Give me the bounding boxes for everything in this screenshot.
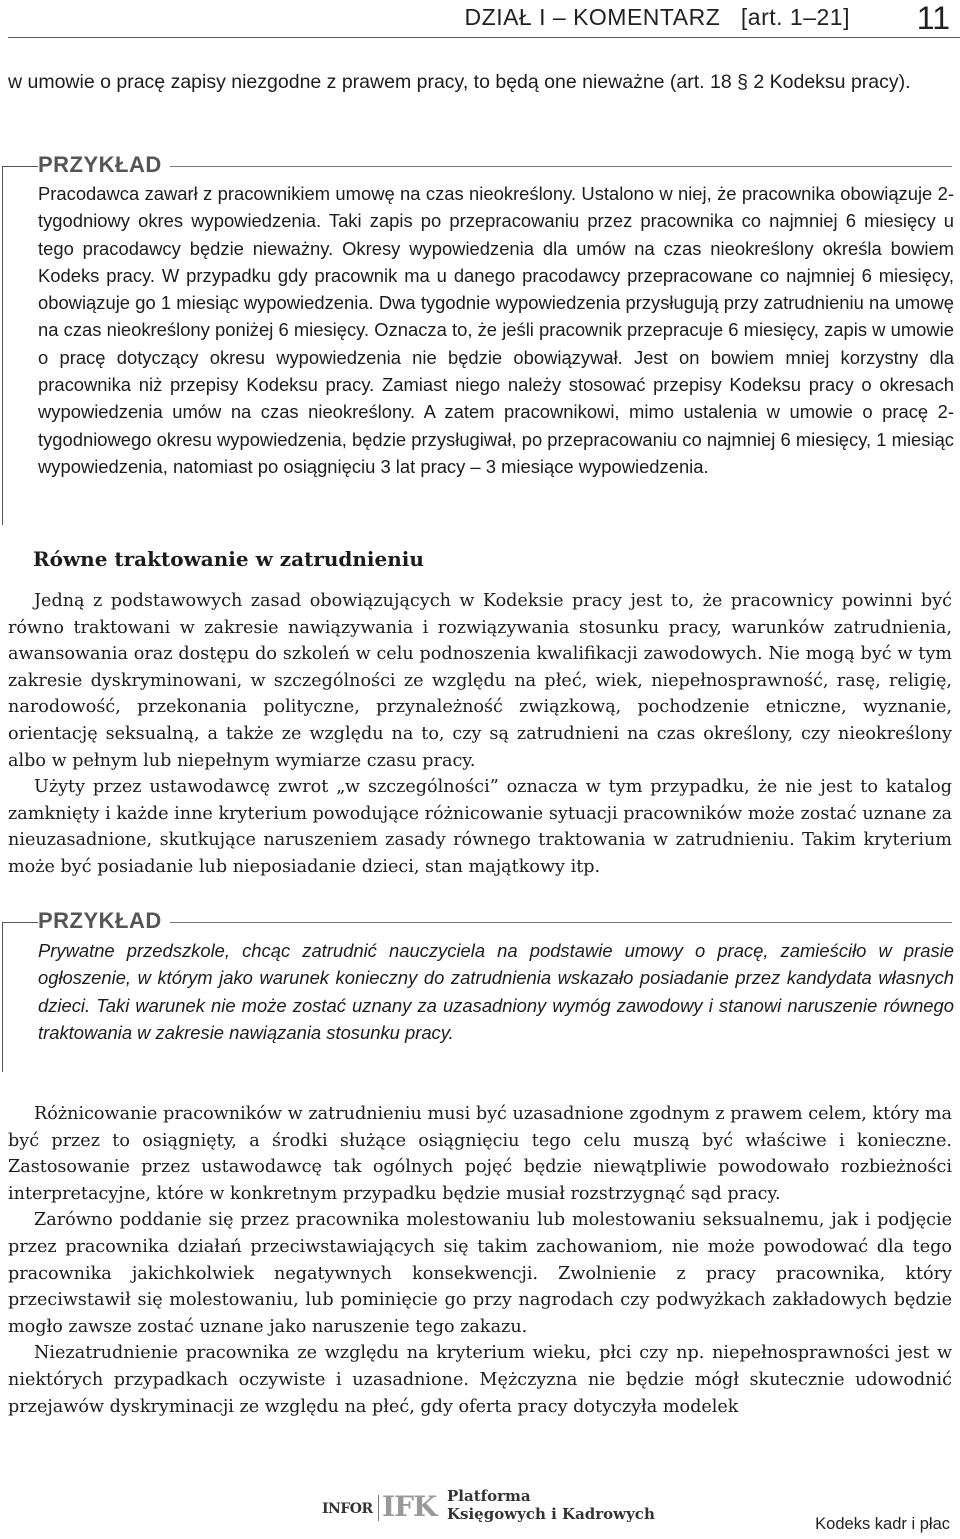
- example-frame-horizontal: [2, 922, 38, 923]
- example-label: PRZYKŁAD: [38, 908, 166, 934]
- logo-ifk: IFK: [382, 1490, 437, 1523]
- example-text: [38, 180, 954, 480]
- running-head: [465, 4, 850, 31]
- example-box-2: [0, 906, 960, 1071]
- body-paragraph: Różnicowanie pracowników w zatrudnieniu musi być uzasadnione zgodnym z prawem celem, który ma być przez to osiągnięty, a środki służące osiągnięciu tego celu muszą być właściwe i konieczne. Zastosowanie przez ustawodawcę tak ogólnych pojęć będzie niewątpliwie powodowało rozbieżności interpretacyjne, które w konkretnym przypadku będzie musiał rozstrzygnąć sąd pracy.: [8, 1104, 952, 1204]
- example-paragraph: Prywatne przedszkole, chcąc zatrudnić nauczyciela na podstawie umowy o pracę, zamieściło w prasie ogłoszenie, w którym jako warunek konieczny do zatrudnienia wskazało posiadanie przez kandydata własnych dzieci. Taki warunek nie może zostać uznany za uzasadniony wymóg zawodowy i stanowi naruszenie równego traktowania w zakresie nawiązania stosunku pracy.: [38, 940, 954, 1043]
- section-body: [8, 588, 952, 881]
- example-label: PRZYKŁAD: [38, 152, 166, 178]
- example-text: [38, 937, 954, 1046]
- page-header: [0, 0, 960, 40]
- running-head-section: DZIAŁ I – KOMENTARZ: [464, 4, 721, 30]
- page-number: 11: [916, 0, 950, 36]
- section-title: Równe traktowanie w zatrudnieniu: [33, 547, 424, 571]
- body-paragraph: Niezatrudnienie pracownika ze względu na kryterium wieku, płci czy np. niepełnosprawności jest w niektórych przypadkach oczywiste i uzasadnione. Mężczyzna nie będzie mógł skutecznie udowodnić przejawów dyskryminacji ze względu na płeć, gdy oferta pracy dotyczyła modelek: [8, 1343, 952, 1417]
- logo-subtitle: Księgowych i Kadrowych: [447, 1505, 655, 1523]
- example-box-1: [0, 150, 960, 525]
- example-label-rule: [170, 166, 952, 167]
- example-frame-vertical: [2, 166, 3, 525]
- running-head-articles: [art. 1–21]: [740, 4, 850, 30]
- closing-body: [8, 1101, 952, 1420]
- publication-name: Kodeks kadr i płac: [815, 1515, 950, 1533]
- publisher-logo: [322, 1487, 655, 1527]
- example-frame-horizontal: [2, 166, 38, 167]
- example-paragraph: Pracodawca zawarł z pracownikiem umowę na czas nieokreślony. Ustalono w niej, że pracownika obowiązuje 2-tygodniowy okres wypowiedzenia. Taki zapis po przepracowaniu przez pracownika co najmniej 6 miesięcy u tego pracodawcy będzie nieważny. Okresy wypowiedzenia dla umów na czas nieokreślony określa bowiem Kodeks pracy. W przypadku gdy pracownik ma u danego pracodawcy przepracowane co najmniej 6 miesięcy, obowiązuje go 1 miesiąc wypowiedzenia. Dwa tygodnie wypowiedzenia przysługują przy zatrudnieniu na umowę na czas nieokreślony poniżej 6 miesięcy. Oznacza to, że jeśli pracownik przepracuje 6 miesięcy, zapis w umowie o pracę dotyczący okresu wypowiedzenia nie będzie obowiązywał. Jest on bowiem mniej korzystny dla pracownika niż przepisy Kodeksu pracy. Zamiast niego należy stosować przepisy Kodeksu pracy o okresach wypowiedzenia umów na czas nieokreślony. A zatem pracownikowi, mimo ustalenia w umowie o pracę 2-tygodniowego okresu wypowiedzenia, będzie przysługiwał, po przepracowaniu co najmniej 6 miesięcy, 1 miesiąc wypowiedzenia, natomiast po osiągnięciu 3 lat pracy – 3 miesiące wypowiedzenia.: [38, 183, 954, 477]
- example-label-rule: [170, 922, 952, 923]
- body-paragraph: Zarówno poddanie się przez pracownika molestowaniu lub molestowaniu seksualnemu, jak i podjęcie przez pracownika działań przeciwstawiających się takim zachowaniom, nie może powodować dla tego pracownika jakichkolwiek negatywnych konsekwencji. Zwolnienie z pracy pracownika, który przeciwstawił się molestowaniu, lub pominięcie go przy nagrodach czy podwyżkach zakładowych będzie mogło zawsze zostać uznane jako naruszenie tego zakazu.: [8, 1210, 952, 1337]
- logo-separator: [378, 1495, 379, 1521]
- header-rule: [8, 37, 960, 38]
- example-frame-vertical: [2, 922, 3, 1072]
- lead-paragraph: w umowie o pracę zapisy niezgodne z prawem pracy, to będą one nieważne (art. 18 § 2 Kodeksu pracy).: [8, 71, 911, 93]
- logo-platforma: Platforma: [447, 1487, 531, 1505]
- body-paragraph: Jedną z podstawowych zasad obowiązujących w Kodeksie pracy jest to, że pracownicy powinni być równo traktowani w zakresie nawiązywania i rozwiązywania stosunku pracy, warunków zatrudnienia, awansowania oraz dostępu do szkoleń w celu podnoszenia kwalifikacji zawodowych. Nie mogą być w tym zakresie dyskryminowani, w szczególności ze względu na płeć, wiek, niepełnosprawność, rasę, religię, narodowość, przekonania polityczne, przynależność związkową, pochodzenie etniczne, wyznanie, orientację seksualną, a także ze względu na to, czy są zatrudnieni na czas określony, czy nieokreślony albo w pełnym lub niepełnym wymiarze czasu pracy.: [8, 591, 952, 771]
- logo-infor: INFOR: [322, 1501, 373, 1517]
- body-paragraph: Użyty przez ustawodawcę zwrot „w szczególności” oznacza w tym przypadku, że nie jest to katalog zamknięty i każde inne kryterium powodujące różnicowanie sytuacji pracowników może zostać uznane za nieuzasadnione, skutkujące naruszeniem zasady równego traktowania w zatrudnieniu. Takim kryterium może być posiadanie lub nieposiadanie dzieci, stan majątkowy itp.: [8, 777, 952, 877]
